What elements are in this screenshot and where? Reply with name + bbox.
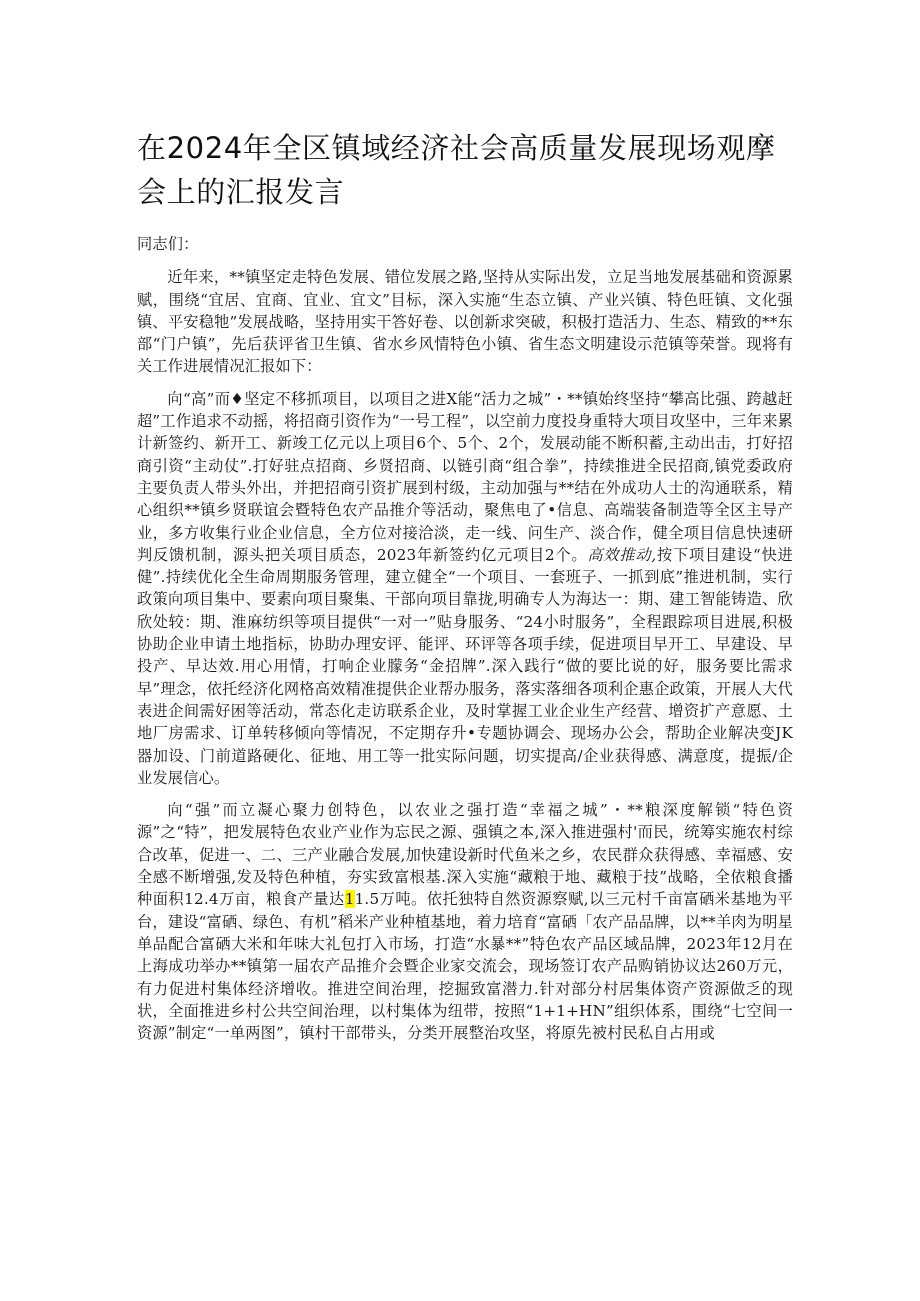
document-title: 在2024年全区镇域经济社会高质量发展现场观摩会上的汇报发言 bbox=[137, 131, 776, 209]
paragraph-agriculture bbox=[137, 799, 793, 1044]
paragraph-projects bbox=[137, 388, 793, 789]
document-body bbox=[137, 233, 793, 1054]
paragraph-projects-text-1: 向“高”而♦坚定不移抓项目，以项目之进X能“活力之城”・**镇始终坚持“攀高比强、跨越赶超”工作追求不动摇，将招商引资作为“一号工程”，以空前力度投身重特大项目攻坚中，三年来累计新签约、新开工、新竣工亿元以上项目6个、5个、2个，发展动能不断积蓄,主动出击，打好招商引资“主动仗”.打好驻点招商、乡贤招商、以链引商“组合拳”，持续推进全民招商,镇党委政府主要负责人带头外出，并把招商引资扩展到村级，主动加强与**结在外成功人士的沟通联系，精心组织**镇乡贤联谊会暨特色农产品推介等活动，聚焦电了•信息、高端装备制造等全区主导产业，多方收集行业企业信息，全方位对接洽淡，走一线、问生产、淡合作，健全项目信息快速研判反馈机制，源头把关项目质态，2023年新签约亿元项目2个。 bbox=[137, 389, 793, 564]
highlighted-text: 1 bbox=[344, 890, 355, 909]
paragraph-projects-text-2: 按下项目建设“快进健”.持续优化全生命周期服务管理，建立健全“一个项目、一套班子、一抓到底”推进机制，实行政策向项目集中、要素向项目聚集、干部向项目靠拢,明确专人为海达一：期、建工智能铸造、欣欣处较：期、淮麻纺织等项目提供“一对一”贴身服务、“24小时服务”，全程跟踪项目进展,积极协助企业申请土地指标，协助办理安评、能评、环评等各项手续，促进项目早开工、早建设、早投产、早达效.用心用情，打响企业朦务“金招牌”.深入践行“做的要比说的好，服务要比需求早”理念，依托经济化网格高效精准提供企业帮办服务，落实落细各项利企惠企政策，开展人大代表进企间需好困等活动，常态化走访联系企业，及时掌握工业企业生产经营、增资扩产意愿、土地厂房需求、订单转移倾向等情况，不定期存升•专题协调会、现场办公会，帮助企业解决变JK器加设、门前道路硬化、征地、用工等一批实际问题，切实提高/企业获得感、满意度，提振/企业发展信心。 bbox=[137, 545, 793, 787]
paragraph-intro: 近年来，**镇坚定走特色发展、错位发展之路,坚持从实际出发，立足当地发展基础和资源累赋，围绕“宜居、宜商、宜业、宜文”目标，深入实施“生态立镇、产业兴镇、特色旺镇、文化强镇、平安稳牠”发展战略，坚持用实干答好卷、以创新求突破，积极打造活力、生态、精致的**东部“门户镇”，先后获评省卫生镇、省水乡风情特色小镇、省生态文明建设示范镇等荣誉。现将有关工作进展情况汇报如下： bbox=[137, 268, 793, 376]
emphasis-text: 高效推动, bbox=[587, 545, 657, 564]
paragraph-agriculture-text-1: 向“强”而立凝心聚力创特色，以农业之强打造“幸福之城”・**粮深度解锁“特色资源”之“特”，把发展特色农业产业作为忘民之源、强镇之本,深入推进强村'而民，统筹实施农村综合改革，促进一、二、三产业融合发展,加快建设新时代鱼米之乡，农民群众获得感、幸福感、安全感不断增强,发及特色种植，夯实致富根基.深入实施“藏粮于地、藏粮于技”战略，全依粮食播种面积12.4万亩，粮食产量达 bbox=[137, 801, 793, 909]
paragraph-agriculture-text-2: 1.5万吨。依托独特自然资源察赋,以三元村千亩富硒米基地为平台，建设“富硒、绿色、有机”稻米产业种植基地，着力培育“富硒「农产品品牌，以**羊肉为明星单品配合富硒大米和年味大礼包打入市场，打造“水暴**”特色农产品区域品牌，2023年12月在上海成功举办**镇第一届农产品推介会暨企业家交流会，现场签订农产品购销协议达260万元，有力促进村集体经济增收。推进空间治理，挖掘致富潜力.针对部分村居集体资产资源做乏的现状，全面推进乡村公共空间治理，以村集体为纽带，按照“1+1+HN”组织体系，围绕“七空间一资源”制定“一单两图”，镇村干部带头，分类开展整治攻坚，将原先被村民私自占用或 bbox=[137, 890, 793, 1043]
salutation: 同志们： bbox=[137, 235, 199, 253]
